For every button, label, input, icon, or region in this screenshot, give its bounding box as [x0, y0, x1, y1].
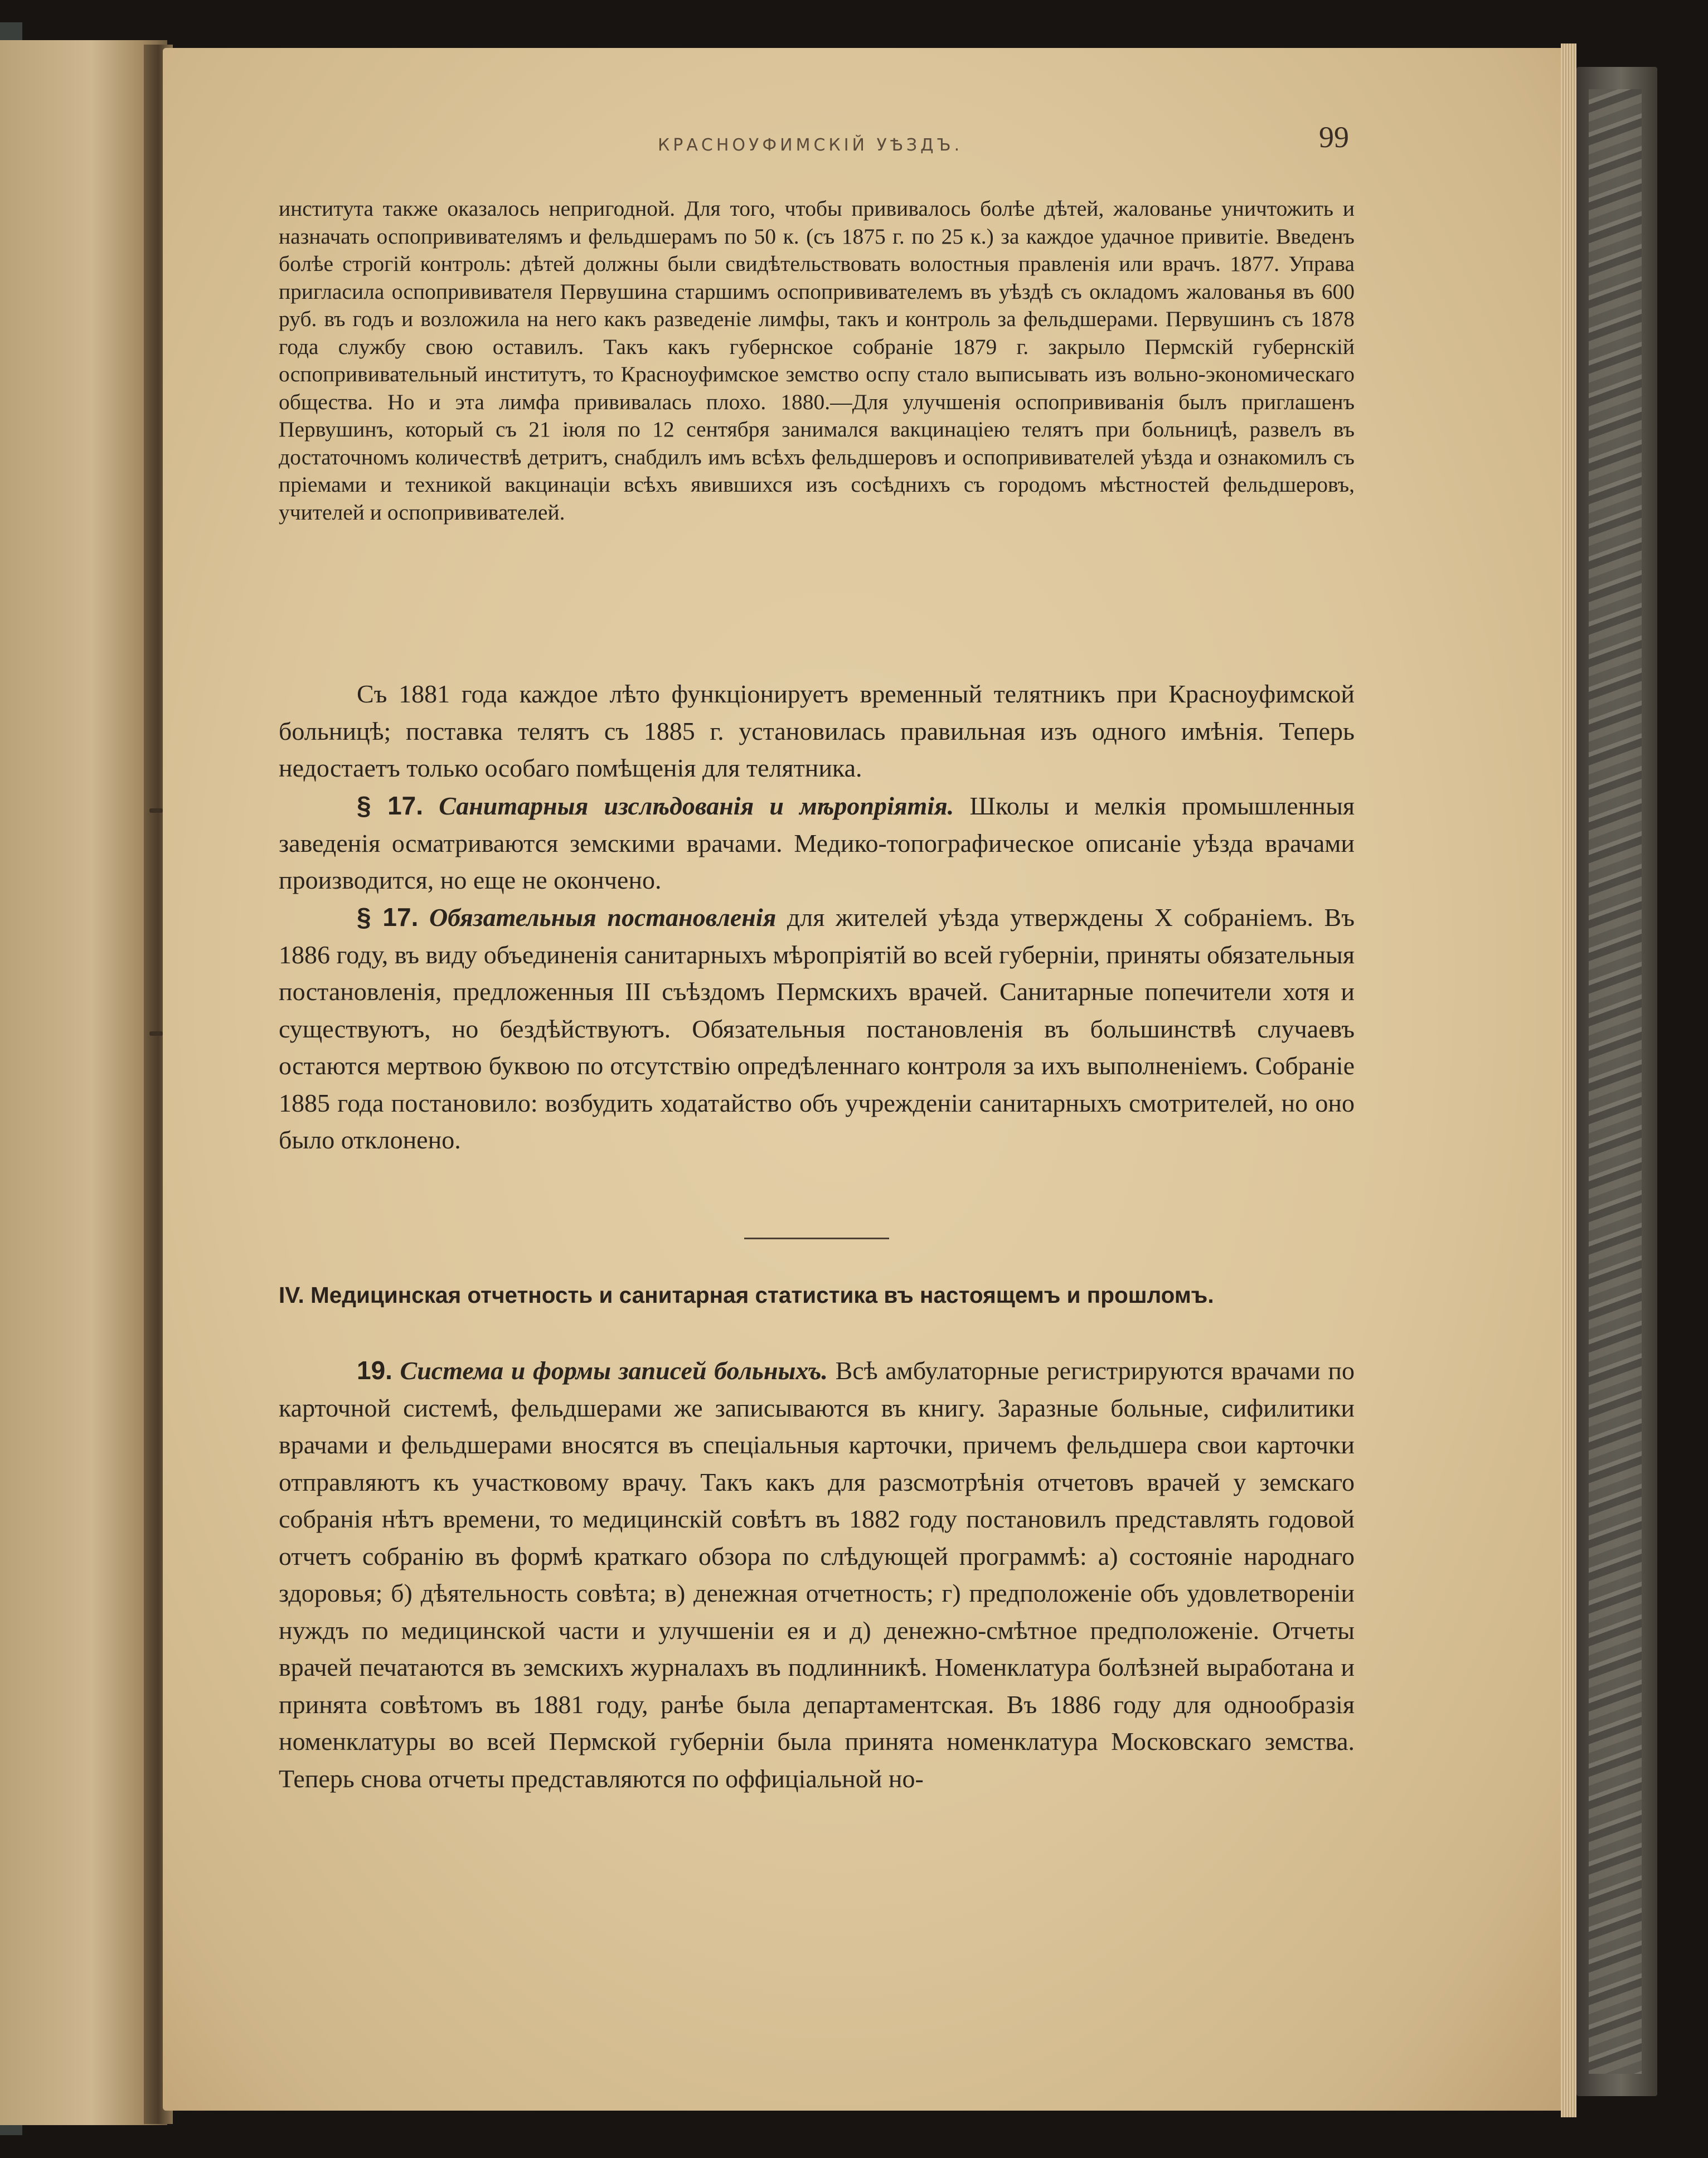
running-head: КРАСНОУФИМСКІЙ УѢЗДЪ. [658, 135, 963, 155]
section-number: 19. [357, 1356, 392, 1385]
left-page-edge [0, 40, 167, 2125]
paragraph-text: Съ 1881 года каждое лѣто функціонируетъ временный телятникъ при Красноуфимской больницѣ; поставка телятъ съ 1885 г. установилась правильная изъ одного имѣнія. Теперь недостаетъ только особаго помѣщенія для телятника. [279, 680, 1355, 782]
page-header [279, 120, 1349, 170]
section-number: § 17. [357, 903, 419, 932]
paragraph-patient-records [279, 1352, 1355, 1797]
margin-mark [149, 808, 163, 813]
section-heading: IV. Медицинская отчетность и санитарная статистика въ настоящемъ и прошломъ. [279, 1282, 1214, 1308]
paragraph-text: института также оказалось непригодной. Для того, чтобы прививалось болѣе дѣтей, жалованье уничтожить и назначать оспопрививателямъ и фельдшерамъ по 50 к. (съ 1875 г. по 25 к.) за каждое удачное привитіе. Введенъ болѣе строгій контроль: дѣтей должны были свидѣтельствовать волостныя правленія или врачъ. 1877. Управа пригласила оспопрививателя Первушина старшимъ оспопрививателемъ въ уѣздѣ съ окладомъ жалованья въ 600 руб. въ годъ и возложила на него какъ разведеніе лимфы, такъ и контроль за фельдшерами. Первушинъ съ 1878 года службу свою оставилъ. Такъ какъ губернское собраніе 1879 г. закрыло Пермскій губернскій оспопрививательный институтъ, то Красноуфимское земство оспу стало выписывать изъ вольно-экономическаго общества. Но и эта лимфа прививалась плохо. 1880.—Для улучшенія оспопрививанія былъ приглашенъ Первушинъ, который съ 21 іюля по 12 сентября занимался вакцинаціею телятъ при больницѣ, развелъ въ достаточномъ количествѣ детритъ, снабдилъ имъ всѣхъ фельдшеровъ и оспопрививателей уѣзда и ознакомилъ съ пріемами и техникой вакцинаціи всѣхъ явившихся изъ сосѣднихъ съ городомъ мѣстностей фельдшеровъ, учителей и оспопрививателей. [279, 196, 1355, 525]
page-number: 99 [1319, 120, 1349, 154]
marbled-edge [1589, 89, 1642, 2074]
paragraph-vaccination-history [279, 195, 1355, 526]
paragraph-text: Школы и мелкія промышленныя заведенія осматриваются земскими врачами. Медико-топографическое описаніе уѣзда врачами производится, но еще не окончено. [279, 792, 1355, 894]
margin-mark [149, 1031, 163, 1036]
page-stack-edges [1561, 43, 1576, 2117]
paragraph-calf-shed [279, 676, 1355, 787]
section-title: Санитарныя изслѣдованія и мѣропріятія. [439, 792, 954, 820]
section-divider [744, 1238, 889, 1239]
paragraph-text: Всѣ амбулаторные регистрируются врачами по карточной системѣ, фельдшерами же записываются въ книгу. Заразные больные, сифилитики врачами и фельдшерами вносятся въ спеціальныя карточки, причемъ фельдшера свои карточки отправляютъ къ участковому врачу. Такъ какъ для разсмотрѣнія отчетовъ врачей у земскаго собранія нѣтъ времени, то медицинскій совѣтъ въ 1882 году постановилъ представлять годовой отчетъ собранію въ формѣ краткаго обзора по слѣдующей программѣ: а) состояніе народнаго здоровья; б) дѣятельность совѣта; в) денежная отчетность; г) предположеніе объ удовлетвореніи нуждъ по медицинской части и улучшеніи ея и д) денежно-смѣтное предположеніе. Отчеты врачей печатаются въ земскихъ журналахъ въ подлинникѣ. Номенклатура болѣзней выработана и принята совѣтомъ въ 1881 году, ранѣе была департаментская. Въ 1886 году для однообразія номенклатуры во всей Пермской губерніи была принята номенклатура Московскаго земства. Теперь снова отчеты представляются по оффиціальной но- [279, 1356, 1355, 1793]
book-binding [1576, 67, 1657, 2096]
paragraph-text: для жителей уѣзда утверждены X собраніемъ. Въ 1886 году, въ виду объединенія санитарныхъ мѣропріятій во всей губерніи, приняты обязательныя постановленія, предложенныя III съѣздомъ Пермскихъ врачей. Санитарные попечители хотя и существуютъ, но бездѣйствуютъ. Обязательныя постановленія въ большинствѣ случаевъ остаются мертвою буквою по отсутствію опредѣленнаго контроля за ихъ выполненіемъ. Собраніе 1885 года постановило: возбудить ходатайство объ учрежденіи санитарныхъ смотрителей, но оно было отклонено. [279, 903, 1355, 1154]
section-title: Обязательныя постановленія [429, 903, 777, 932]
paragraph-sanitary-research [279, 787, 1355, 899]
paragraph-mandatory-regulations [279, 899, 1355, 1159]
section-number: § 17. [357, 791, 424, 820]
section-title: Система и формы записей больныхъ. [400, 1356, 828, 1385]
